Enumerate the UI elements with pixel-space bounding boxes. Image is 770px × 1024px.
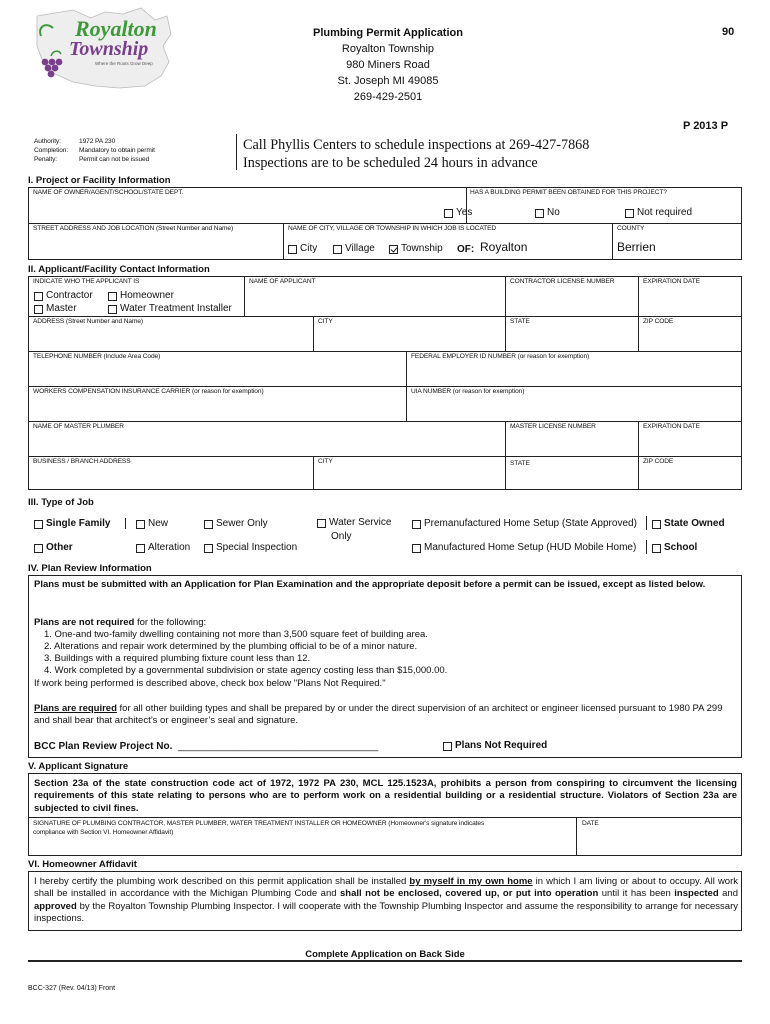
plans-required-note: Plans are required for all other building types and shall be prepared by or under the direct supervision of an architect or engineer licensed pursuant to 1980 PA 299 and shall bear that architect’s or engineer’s seal and signature. [34,703,723,727]
logo-township-text: Township [69,38,149,60]
alteration-checkbox[interactable] [136,544,145,553]
telephone-label: TELEPHONE NUMBER (Include Area Code) [33,353,161,360]
homeowner-affidavit-text: I hereby certify the plumbing work described on this permit application shall be installed by myself in my own home in which I am living or about to occupy. All work shall be installed in accordance with the Michigan Plumbing Code and shall not be enclosed, covered up, or put into operation until it has been inspected and approved by the Royalton Township Plumbing Inspector. I will cooperate with the Township Plumbing Inspector and assume the responsibility to arrange for necessary inspections. [34,876,739,924]
applicant-water-treatment-option[interactable]: Water Treatment Installer [108,304,232,314]
org-city: St. Joseph MI 49085 [337,75,439,87]
single-family-checkbox[interactable] [34,520,43,529]
logo-royalton-text: Royalton [75,16,157,41]
township-checkbox[interactable] [389,245,398,254]
premanufactured-checkbox[interactable] [412,520,421,529]
manufactured-checkbox[interactable] [412,544,421,553]
section1-title: I. Project or Facility Information [28,175,171,186]
penalty-label: Penalty: [34,156,58,163]
workers-comp-label: WORKERS COMPENSATION INSURANCE CARRIER (or reason for exemption) [33,388,264,395]
village-checkbox[interactable] [333,245,342,254]
municipality-label: NAME OF CITY, VILLAGE OR TOWNSHIP IN WHICH JOB IS LOCATED [288,225,497,232]
job-other-option[interactable]: Other [34,543,73,553]
master-checkbox[interactable] [34,305,43,314]
inspection-notice-line2: Inspections are to be scheduled 24 hours in advance [243,155,538,171]
of-label: OF: [457,244,475,255]
applicant-name-label: NAME OF APPLICANT [249,278,316,285]
org-phone: 269-429-2501 [353,91,423,103]
new-checkbox[interactable] [136,520,145,529]
form-id: BCC-327 (Rev. 04/13) Front [28,985,116,992]
permit-no-checkbox[interactable] [535,209,544,218]
water-treatment-checkbox[interactable] [108,305,117,314]
city-option[interactable]: City [288,244,317,254]
master-expiration-label: EXPIRATION DATE [643,423,700,430]
job-water-service-option[interactable]: Water Service [317,518,391,528]
exemption-item-4: 4. Work completed by a governmental subdivision or state agency costing less than $15,000.00. [44,665,448,676]
job-state-owned-option[interactable]: State Owned [652,519,725,529]
section5-title: V. Applicant Signature [28,761,129,772]
zip-label: ZIP CODE [643,318,674,325]
permit-no-option[interactable]: No [535,208,560,218]
job-new-option[interactable]: New [136,519,168,529]
applicant-homeowner-option[interactable]: Homeowner [108,291,174,301]
form-number: 90 [722,26,735,38]
plans-not-required-option[interactable]: Plans Not Required [443,741,547,751]
school-checkbox[interactable] [652,544,661,553]
business-zip-label: ZIP CODE [643,458,674,465]
completion-label: Completion: [34,147,69,154]
municipality-value[interactable]: Royalton [480,240,528,254]
job-manufactured-option[interactable]: Manufactured Home Setup (HUD Mobile Home) [412,543,636,553]
form-title: Plumbing Permit Application [313,27,463,39]
exemption-item-2: 2. Alterations and repair work determined by the plumbing official to be of a minor nature. [44,641,418,652]
master-plumber-label: NAME OF MASTER PLUMBER [33,423,124,430]
permit-yes-option[interactable]: Yes [444,208,472,218]
form-code: P 2013 P [683,120,729,132]
township-logo [33,6,174,90]
water-service-line2: Only [331,531,352,542]
job-special-inspection-option[interactable]: Special Inspection [204,543,297,553]
complete-back-side-note: Complete Application on Back Side [305,949,465,960]
permit-not-required-checkbox[interactable] [625,209,634,218]
section23a-text: Section 23a of the state construction code act of 1972, 1972 PA 230, MCL 125.1523A, prohibits a person from conspiring to circumvent the licensing requirements of this state relating to persons who are to perform work on a residential building or a residential structure. Violators of Section 23a are subjected to civil fines. [34,778,737,814]
county-value[interactable]: Berrien [617,240,656,254]
other-checkbox[interactable] [34,544,43,553]
job-sewer-only-option[interactable]: Sewer Only [204,519,268,529]
job-alteration-option[interactable]: Alteration [136,543,190,553]
date-label: DATE [582,820,599,827]
business-city-label: CITY [318,458,333,465]
section2-title: II. Applicant/Facility Contact Information [28,264,210,275]
state-owned-checkbox[interactable] [652,520,661,529]
header-block [270,25,506,105]
sewer-only-checkbox[interactable] [204,520,213,529]
business-state-label: STATE [510,460,530,467]
org-street: 980 Miners Road [346,59,430,71]
contractor-license-label: CONTRACTOR LICENSE NUMBER [510,278,615,285]
if-work-note: If work being performed is described above, check box below "Plans Not Required." [34,678,386,689]
signature-label-line1: SIGNATURE OF PLUMBING CONTRACTOR, MASTER PLUMBER, WATER TREATMENT INSTALLER OR HOMEOWNER (Homeowner's signature indicates [33,820,485,827]
street-address-label: STREET ADDRESS AND JOB LOCATION (Street Number and Name) [33,225,234,232]
business-address-label: BUSINESS / BRANCH ADDRESS [33,458,131,465]
fein-label: FEDERAL EMPLOYER ID NUMBER (or reason for exemption) [411,353,590,360]
special-inspection-checkbox[interactable] [204,544,213,553]
applicant-contractor-option[interactable]: Contractor [34,291,93,301]
section4-title: IV. Plan Review Information [28,563,152,574]
section6-title: VI. Homeowner Affidavit [28,859,137,870]
permit-question: HAS A BUILDING PERMIT BEEN OBTAINED FOR THIS PROJECT? [470,189,667,196]
job-premanufactured-option[interactable]: Premanufactured Home Setup (State Approved) [412,519,637,529]
completion-value: Mandatory to obtain permit [79,147,155,154]
section3-title: III. Type of Job [28,497,94,508]
job-school-option[interactable]: School [652,543,697,553]
authority-value: 1972 PA 230 [79,138,116,145]
owner-label: NAME OF OWNER/AGENT/SCHOOL/STATE DEPT. [33,189,184,196]
county-label: COUNTY [617,225,645,232]
inspection-notice-line1: Call Phyllis Centers to schedule inspections at 269-427-7868 [243,137,590,153]
plan-review-intro: Plans must be submitted with an Application for Plan Examination and the appropriate deposit before a permit can be issued, except as listed below. [34,579,706,590]
signature-label-line2: compliance with Section VI. Homeowner Affidavit) [33,829,174,836]
master-license-label: MASTER LICENSE NUMBER [510,423,596,430]
city-label: CITY [318,318,333,325]
bcc-project-label: BCC Plan Review Project No. [34,741,173,752]
city-checkbox[interactable] [288,245,297,254]
indicate-applicant-label: INDICATE WHO THE APPLICANT IS [33,278,140,285]
contractor-checkbox[interactable] [34,292,43,301]
township-option[interactable]: Township [389,244,443,254]
village-option[interactable]: Village [333,244,375,254]
applicant-master-option[interactable]: Master [34,304,77,314]
permit-yes-checkbox[interactable] [444,209,453,218]
permit-not-required-option[interactable]: Not required [625,208,692,218]
penalty-value: Permit can not be issued [79,156,150,163]
bcc-project-field[interactable]: ____________________________________ [178,741,379,752]
address-label: ADDRESS (Street Number and Name) [33,318,144,325]
logo-tagline: Where the Roots Grow Deep [95,61,153,66]
plans-not-required-checkbox[interactable] [443,742,452,751]
state-label: STATE [510,318,530,325]
homeowner-checkbox[interactable] [108,292,117,301]
water-service-checkbox[interactable] [317,519,326,528]
expiration-label: EXPIRATION DATE [643,278,700,285]
exemption-item-1: 1. One-and two-family dwelling containing not more than 3,500 square feet of building area. [44,629,428,640]
plans-not-required-heading: Plans are not required for the following: [34,617,207,628]
authority-label: Authority: [34,138,61,145]
org-name: Royalton Township [341,43,435,55]
job-single-family-option[interactable]: Single Family [34,519,110,529]
uia-label: UIA NUMBER (or reason for exemption) [411,388,525,395]
exemption-item-3: 3. Buildings with a required plumbing fixture count less than 12. [44,653,311,664]
